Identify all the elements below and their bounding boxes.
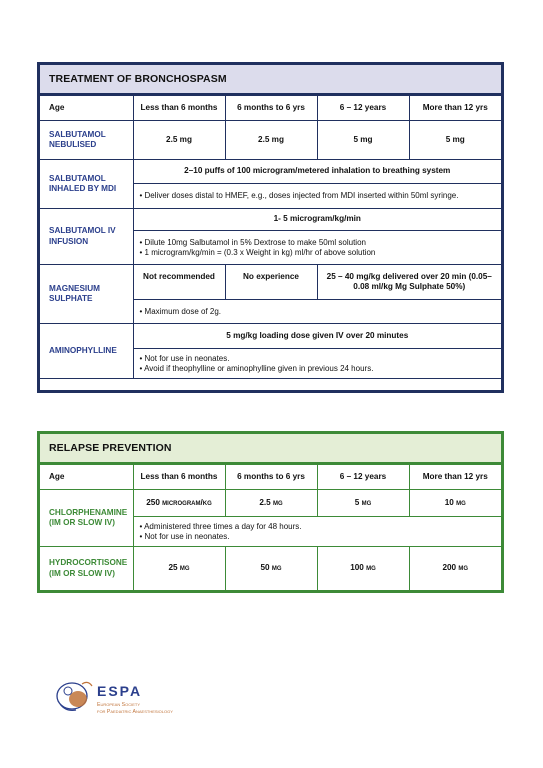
note-text: Not for use in neonates. [144,353,230,363]
bronchospasm-table [40,95,501,379]
dose-cell: 5 mg [317,121,409,160]
relapse-title: RELAPSE PREVENTION [40,434,501,464]
age-header-row [40,96,501,121]
espa-subtitle-line: European Society [97,702,141,708]
chlorphenamine-row [40,490,501,517]
espa-subtitle-line: for Paediatric Anaesthesiology [97,708,173,715]
salbutamol-mdi-label: SALBUTAMOL INHALED BY MDI [40,160,133,209]
salbutamol-nebulised-row [40,121,501,160]
salbutamol-mdi-row [40,160,501,184]
dose-cell: 100 mg [317,547,409,591]
note-text: 1 microgram/kg/min = (0.3 x Weight in kg) ml/hr of above solution [144,247,376,257]
salbutamol-iv-row [40,209,501,231]
magnesium-col3: 25 – 40 mg/kg delivered over 20 min (0.05–0.08 ml/kg Mg Sulphate 50%) [317,265,501,300]
note-text: Administered three times a day for 48 hours. [144,521,302,531]
dose-cell: 50 mg [225,547,317,591]
aminophylline-dose: 5 mg/kg loading dose given IV over 20 minutes [133,324,501,349]
age-col: 6 – 12 years [317,465,409,490]
dose-cell: 2.5 mg [133,121,225,160]
relapse-panel [37,431,504,593]
dose-cell: 200 mg [409,547,501,591]
age-col: 6 months to 6 yrs [225,96,317,121]
chlorphenamine-label: CHLORPHENAMINE (IM OR SLOW IV) [40,490,133,547]
age-header-row [40,465,501,490]
dose-cell: 5 mg [409,121,501,160]
bronchospasm-panel [37,62,504,393]
age-col: More than 12 yrs [409,465,501,490]
bronchospasm-title: TREATMENT OF BRONCHOSPASM [40,65,501,95]
magnesium-label: MAGNESIUM SULPHATE [40,265,133,324]
salbutamol-nebulised-label: SALBUTAMOL NEBULISED [40,121,133,160]
dose-cell: 250 microgram/kg [133,490,225,517]
salbutamol-mdi-notes: • Deliver doses distal to HMEF, e.g., doses injected from MDI inserted within 50ml syringe. [133,184,501,209]
salbutamol-mdi-dose: 2–10 puffs of 100 microgram/metered inhalation to breathing system [133,160,501,184]
dose-cell: 2.5 mg [225,490,317,517]
hydrocortisone-row [40,547,501,591]
dose-cell: 2.5 mg [225,121,317,160]
age-col: 6 months to 6 yrs [225,465,317,490]
hydrocortisone-label: HYDROCORTISONE (IM OR SLOW IV) [40,547,133,591]
relapse-table [40,464,501,591]
age-col: Less than 6 months [133,465,225,490]
dose-cell: 25 mg [133,547,225,591]
espa-subtitle [97,702,173,715]
note-text: Avoid if theophylline or aminophylline given in previous 24 hours. [144,363,374,373]
magnesium-row [40,265,501,300]
dose-cell: 10 mg [409,490,501,517]
age-label: Age [40,96,133,121]
note-text: Not for use in neonates. [144,531,230,541]
aminophylline-notes: • Not for use in neonates. • Avoid if theophylline or aminophylline given in previous 24 hours. [133,349,501,379]
aminophylline-label: AMINOPHYLLINE [40,324,133,379]
age-col: Less than 6 months [133,96,225,121]
aminophylline-row [40,324,501,349]
espa-name: ESPA [97,683,143,699]
salbutamol-iv-dose: 1- 5 microgram/kg/min [133,209,501,231]
dose-cell: 5 mg [317,490,409,517]
magnesium-notes: • Maximum dose of 2g. [133,300,501,324]
note-text: Dilute 10mg Salbutamol in 5% Dextrose to make 50ml solution [144,237,366,247]
salbutamol-iv-notes: • Dilute 10mg Salbutamol in 5% Dextrose to make 50ml solution • 1 microgram/kg/min = (0.3 x Weight in kg) ml/hr of above solution [133,231,501,265]
magnesium-col2: No experience [225,265,317,300]
note-text: Maximum dose of 2g. [144,306,222,316]
age-col: More than 12 yrs [409,96,501,121]
age-label: Age [40,465,133,490]
salbutamol-iv-label: SALBUTAMOL IV INFUSION [40,209,133,265]
chlorphenamine-notes: • Administered three times a day for 48 hours. • Not for use in neonates. [133,517,501,547]
magnesium-col1: Not recommended [133,265,225,300]
note-text: Deliver doses distal to HMEF, e.g., doses injected from MDI inserted within 50ml syringe. [144,191,459,200]
age-col: 6 – 12 years [317,96,409,121]
